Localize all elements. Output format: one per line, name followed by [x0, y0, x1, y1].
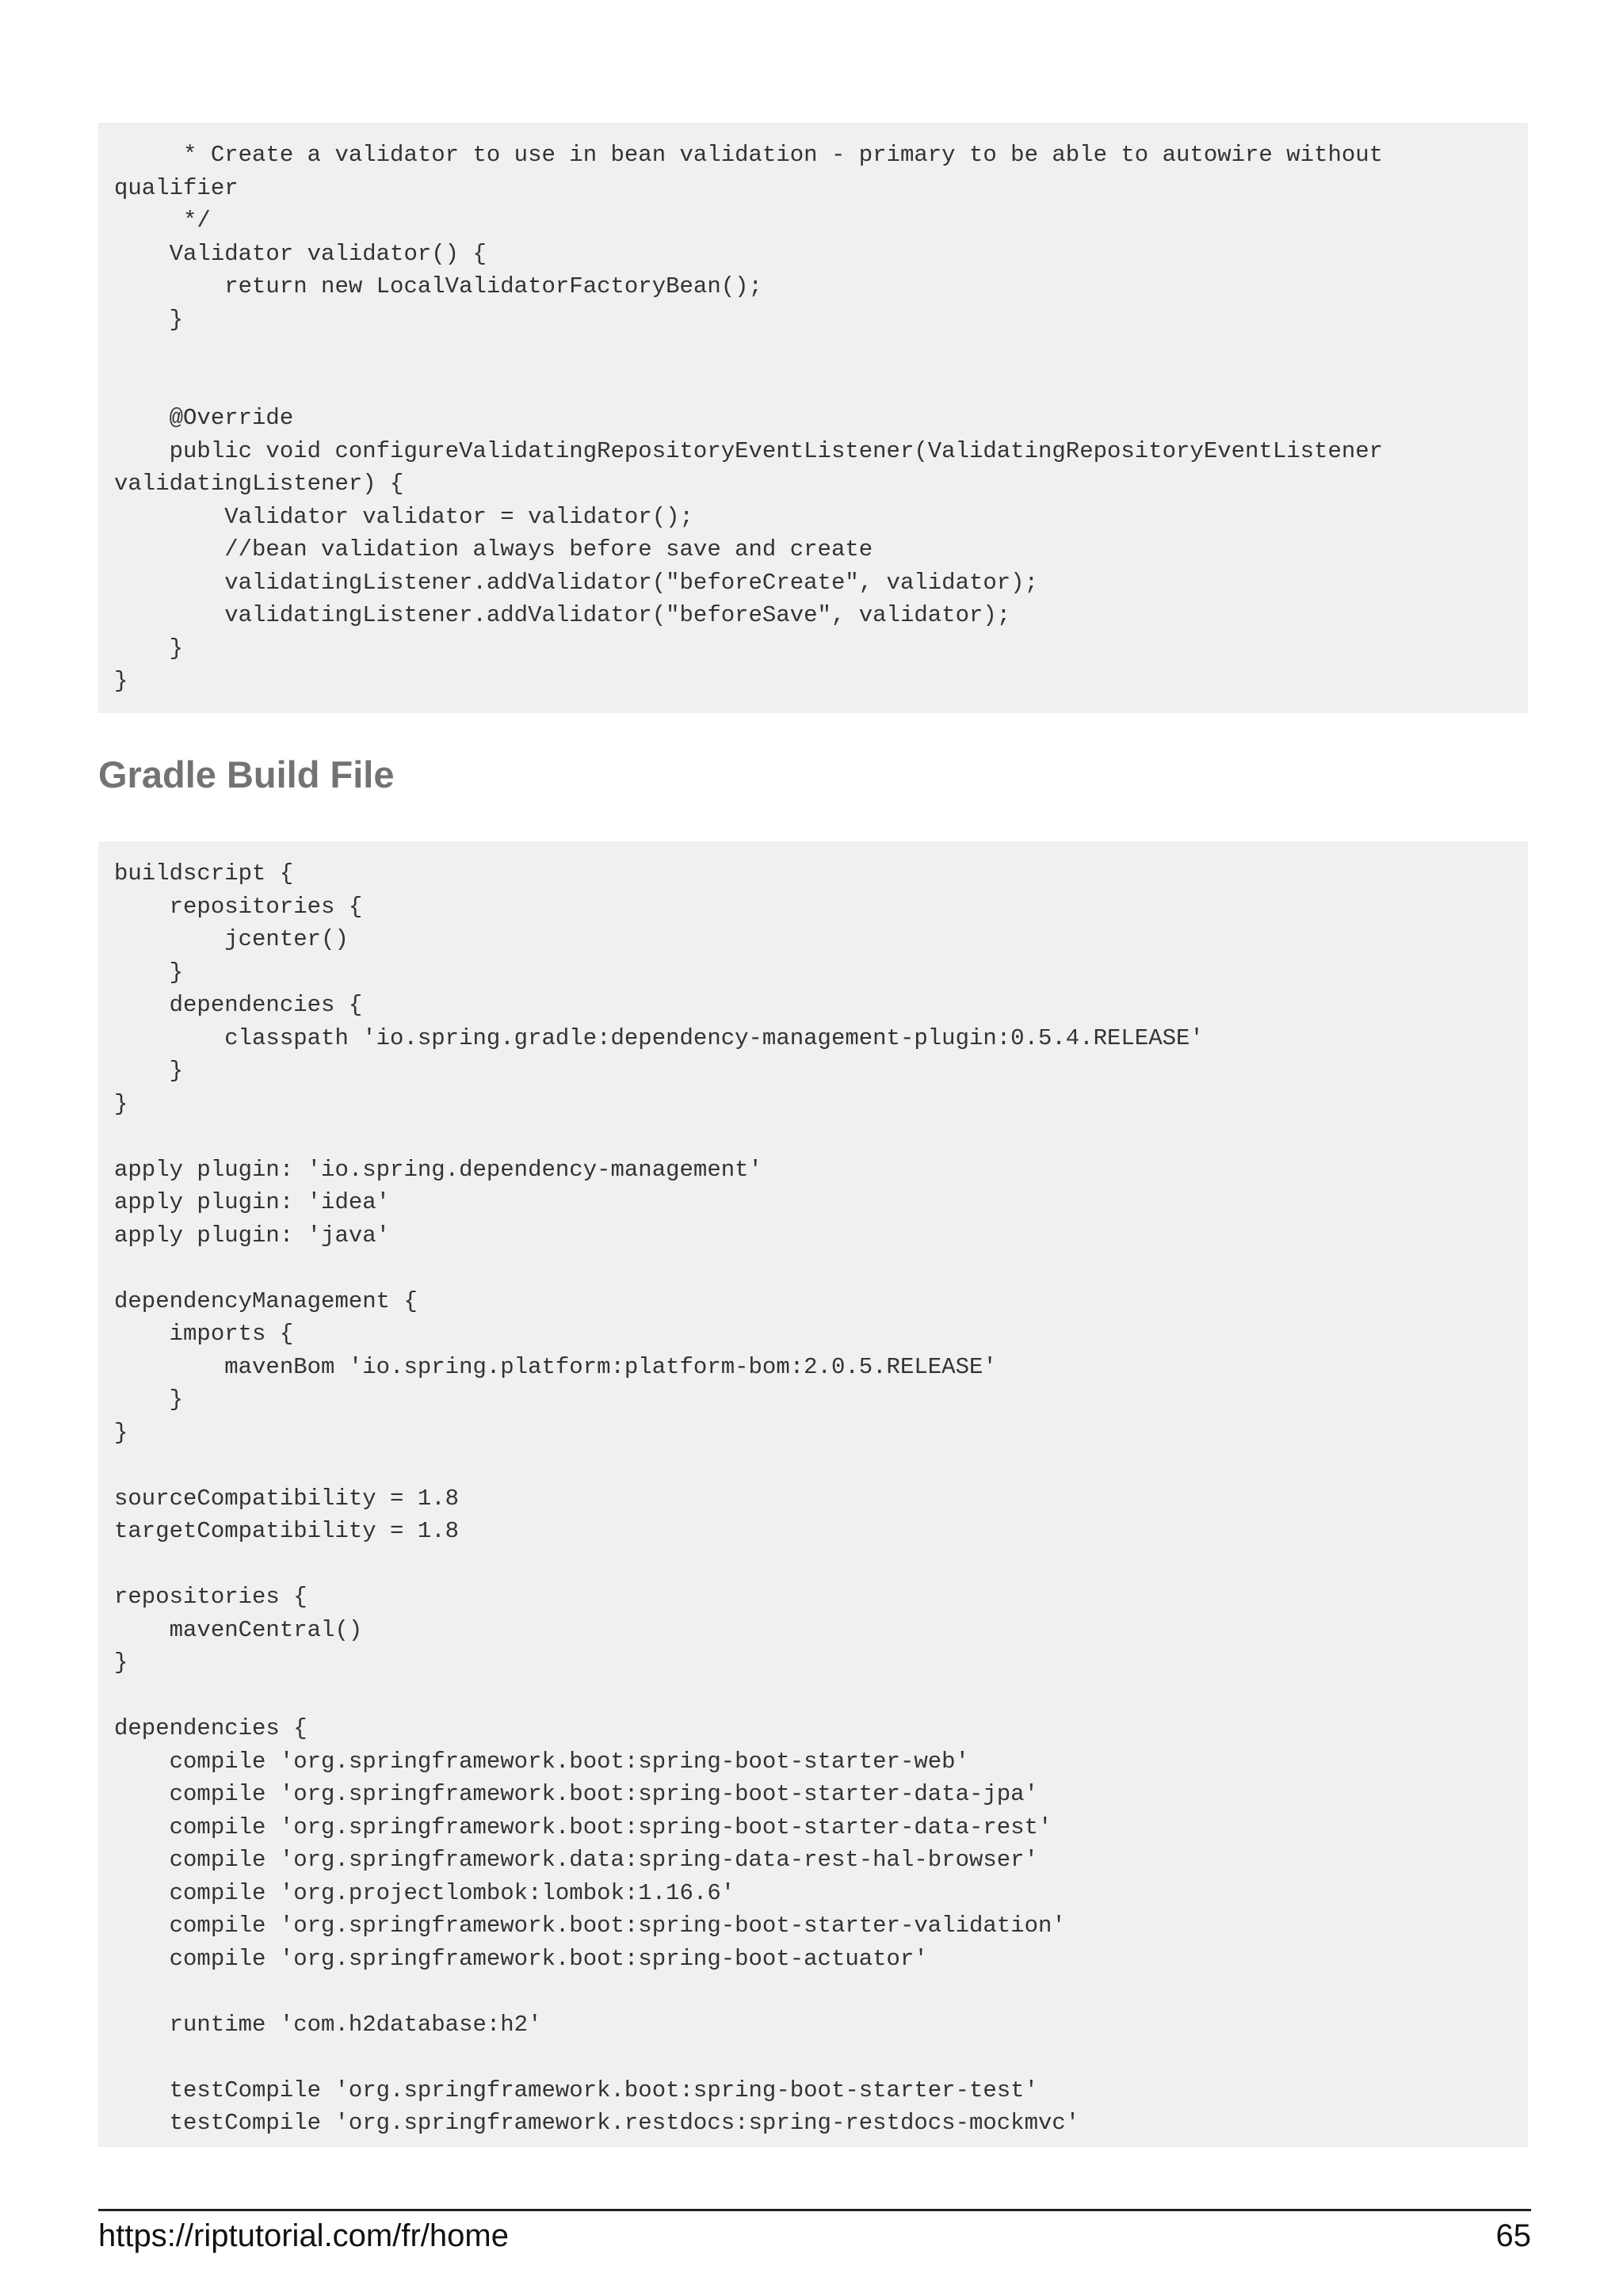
code-line: } [114, 1058, 184, 1084]
code-line: compile 'org.projectlombok:lombok:1.16.6' [114, 1879, 735, 1906]
code-line [114, 1252, 1512, 1285]
code-line: compile 'org.springframework.boot:spring-boot-actuator' [114, 1945, 928, 1972]
code-block-validator [98, 123, 1528, 713]
code-line: compile 'org.springframework.boot:spring-boot-starter-web' [114, 1748, 969, 1775]
code-line: apply plugin: 'idea' [114, 1189, 391, 1215]
code-line: dependencyManagement { [114, 1287, 418, 1314]
code-line: Validator validator = validator(); [114, 503, 693, 530]
code-line: compile 'org.springframework.data:spring-data-rest-hal-browser' [114, 1847, 1038, 1873]
code-line: testCompile 'org.springframework.restdocs:spring-restdocs-mockmvc' [114, 2110, 1080, 2136]
code-line: apply plugin: 'io.spring.dependency-management' [114, 1156, 762, 1183]
code-line: mavenBom 'io.spring.platform:platform-bom:2.0.5.RELEASE' [114, 1353, 997, 1380]
code-line: validatingListener) { [114, 471, 404, 497]
code-line: //bean validation always before save and create [114, 536, 873, 563]
code-line: testCompile 'org.springframework.boot:spring-boot-starter-test' [114, 2077, 1038, 2103]
code-line: } [114, 1650, 128, 1676]
code-line: mavenCentral() [114, 1616, 363, 1643]
footer-divider [98, 2209, 1531, 2211]
code-line [114, 2041, 1512, 2074]
code-line [114, 1449, 1512, 1482]
code-line: } [114, 635, 184, 662]
code-line: compile 'org.springframework.boot:spring-boot-starter-data-jpa' [114, 1781, 1038, 1807]
code-line [114, 336, 1512, 369]
code-line: repositories { [114, 893, 363, 920]
code-block-gradle [98, 841, 1528, 2147]
code-line: buildscript { [114, 860, 294, 887]
code-line: public void configureValidatingRepositoryEventListener(ValidatingRepositoryEventListener [114, 437, 1384, 464]
code-line: return new LocalValidatorFactoryBean(); [114, 273, 762, 299]
code-line [114, 1120, 1512, 1154]
code-line: } [114, 306, 184, 333]
code-line: runtime 'com.h2database:h2' [114, 2011, 542, 2038]
code-line: validatingListener.addValidator("beforeSave", validator); [114, 602, 1011, 628]
code-line: sourceCompatibility = 1.8 [114, 1485, 460, 1512]
code-line: } [114, 1419, 128, 1446]
code-line: compile 'org.springframework.boot:spring-boot-starter-data-rest' [114, 1814, 1052, 1840]
code-line [114, 1548, 1512, 1581]
code-line: compile 'org.springframework.boot:spring-boot-starter-validation' [114, 1913, 1066, 1939]
code-line: targetCompatibility = 1.8 [114, 1518, 460, 1544]
code-line: */ [114, 208, 211, 234]
page-number: 65 [1495, 2218, 1531, 2253]
code-line: jcenter() [114, 926, 349, 952]
code-line: } [114, 1386, 184, 1413]
code-line: Validator validator() { [114, 240, 487, 267]
code-line: apply plugin: 'java' [114, 1222, 391, 1249]
code-line: } [114, 959, 184, 986]
code-line: } [114, 1090, 128, 1117]
section-heading: Gradle Build File [98, 753, 395, 795]
code-line: repositories { [114, 1584, 307, 1610]
code-line: * Create a validator to use in bean validation - primary to be able to autowire without [114, 142, 1384, 168]
code-line: dependencies { [114, 1715, 307, 1741]
code-line [114, 1680, 1512, 1713]
code-line: } [114, 668, 128, 694]
footer-url: https://riptutorial.com/fr/home [98, 2218, 509, 2253]
code-line: validatingListener.addValidator("beforeCreate", validator); [114, 569, 1038, 596]
code-line: classpath 'io.spring.gradle:dependency-management-plugin:0.5.4.RELEASE' [114, 1024, 1204, 1051]
code-line: qualifier [114, 174, 239, 201]
code-line: imports { [114, 1321, 294, 1347]
code-line [114, 1975, 1512, 2008]
code-line [114, 369, 1512, 402]
code-line: dependencies { [114, 992, 363, 1018]
code-line: @Override [114, 405, 294, 431]
